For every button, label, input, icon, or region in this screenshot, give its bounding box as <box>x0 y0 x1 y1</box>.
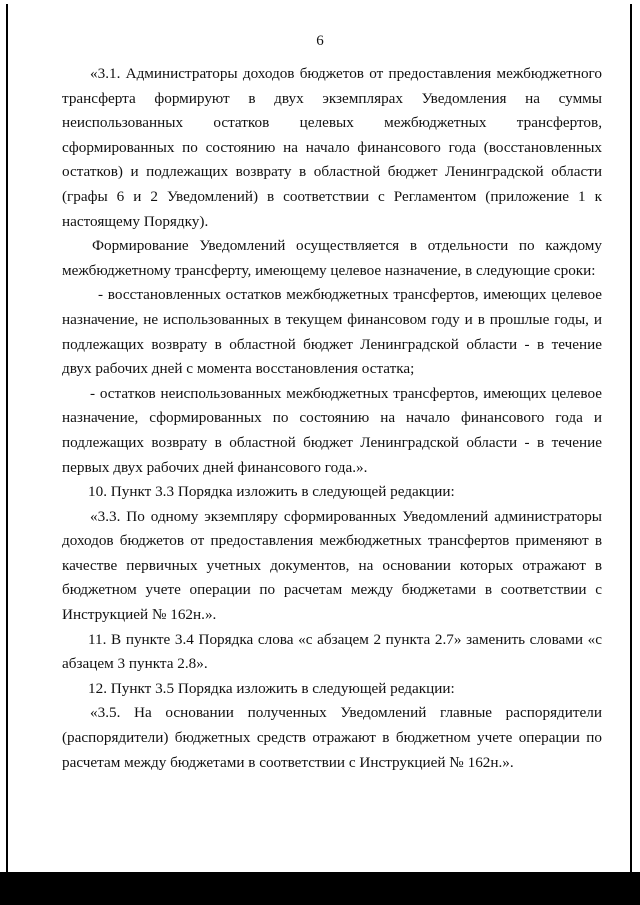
paragraph-3-5: «3.5. На основании полученных Уведомлений главные распорядители (распорядители) бюджетных средств отражают в бюджетном учете операции по расчетам между бюджетами в соответствии с Инструкцией № 162н.». <box>62 704 602 771</box>
page-number: 6 <box>316 33 324 49</box>
paragraph-notification-formation: Формирование Уведомлений осуществляется в отдельности по каждому межбюджетному трансферту, имеющему целевое назначение, в следующие сроки: <box>62 237 602 279</box>
paragraph-restored-balances: - восстановленных остатков межбюджетных трансфертов, имеющих целевое назначение, не использованных в текущем финансовом году и в прошлые годы, и подлежащих возврату в областной бюджет Ленинградской области - в течение двух рабочих дней с момента восстановления остатка; <box>62 286 602 378</box>
paragraph-item-12: 12. Пункт 3.5 Порядка изложить в следующей редакции: <box>88 679 455 697</box>
paragraph-item-10: 10. Пункт 3.3 Порядка изложить в следующей редакции: <box>88 483 455 501</box>
document-body <box>62 62 602 775</box>
scan-bottom-border <box>0 872 640 905</box>
paragraph-item-11: 11. В пункте 3.4 Порядка слова «с абзацем 2 пункта 2.7» заменить словами «с абзацем 3 пункта 2.8». <box>62 630 602 673</box>
paragraph-unused-balances: - остатков неиспользованных межбюджетных трансфертов, имеющих целевое назначение, сформированных по состоянию на начало финансового года и подлежащих возврату в областной бюджет Ленинградской области - в течение первых двух рабочих дней финансового года.». <box>62 384 602 476</box>
paragraph-3-1: «3.1. Администраторы доходов бюджетов от предоставления межбюджетного трансферта формируют в двух экземплярах Уведомления на суммы неиспользованных остатков целевых межбюджетных трансфертов, сформированных по состоянию на начало финансового года (восстановленных остатков) и подлежащих возврату в областной бюджет Ленинградской области (графы 6 и 2 Уведомлений) в соответствии с Регламентом (приложение 1 к настоящему Порядку). <box>62 65 602 230</box>
paragraph-3-3: «3.3. По одному экземпляру сформированных Уведомлений администраторы доходов бюджетов от предоставления межбюджетных трансфертов применяют в качестве первичных учетных документов, на основании которых отражают в бюджетном учете операции по расчетам между бюджетами в соответствии с Инструкцией № 162н.». <box>62 507 602 624</box>
